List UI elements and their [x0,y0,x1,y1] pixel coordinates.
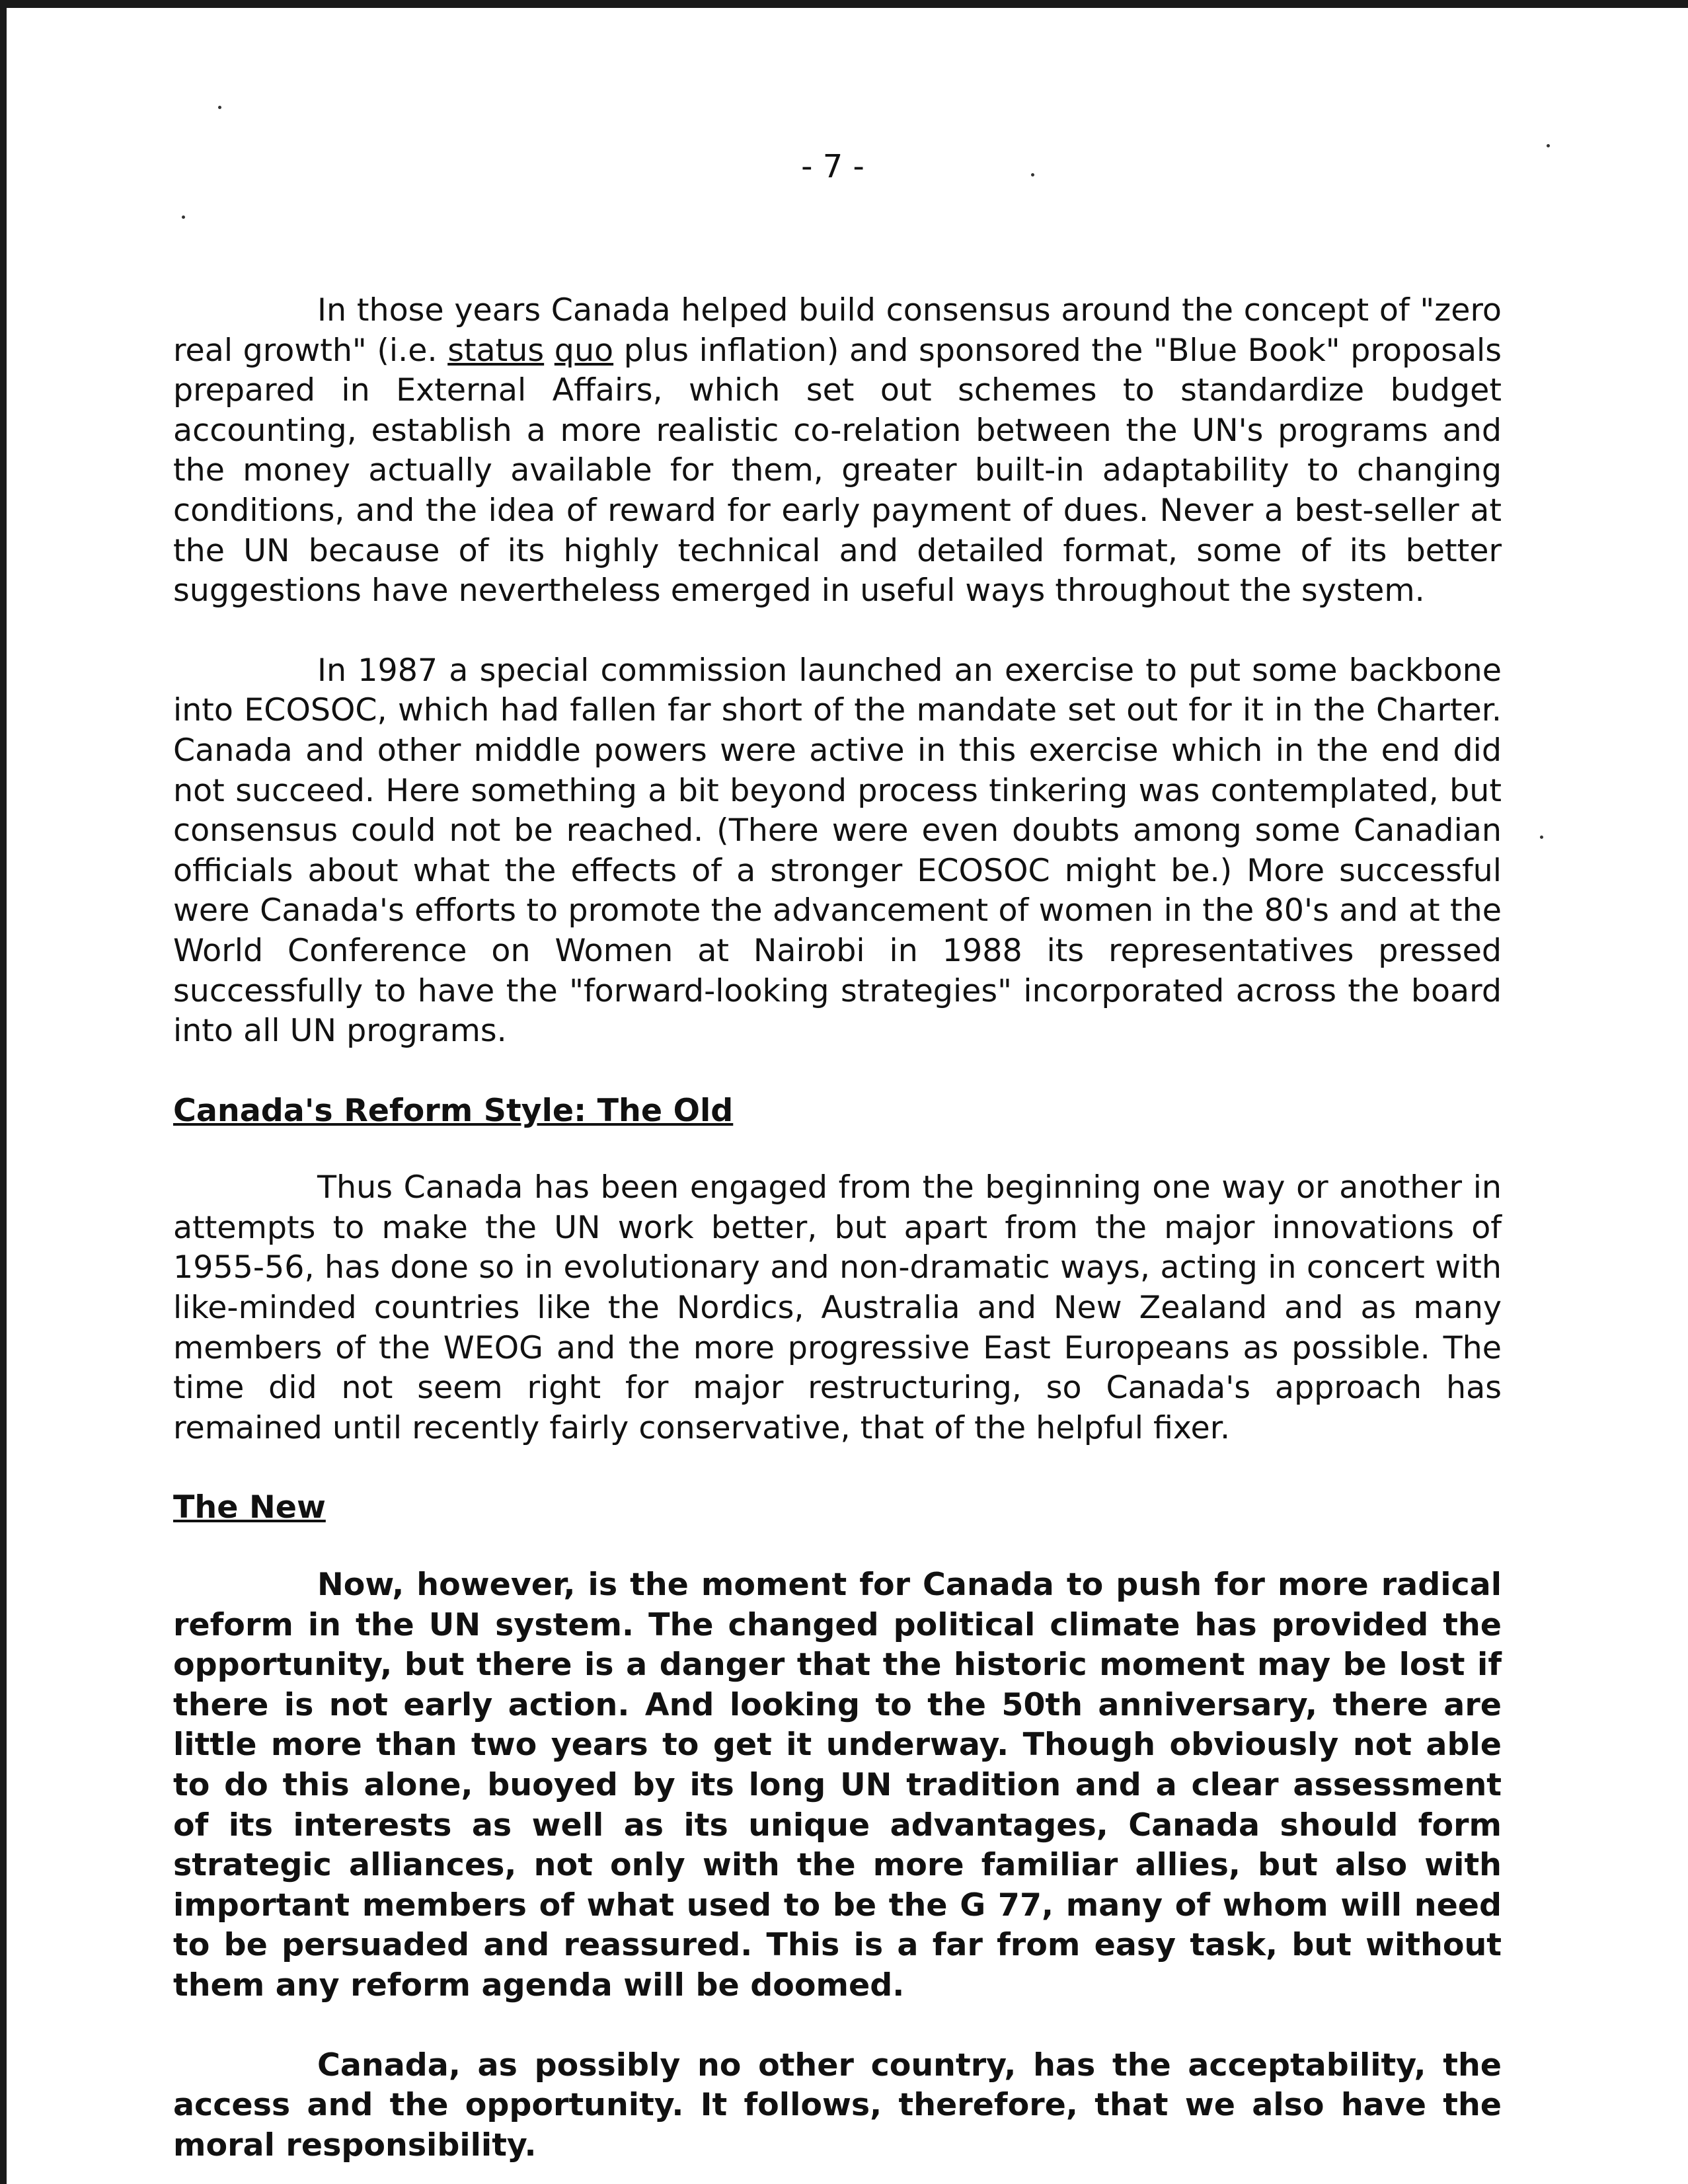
paragraph-moral-responsibility: Canada, as possibly no other country, has the acceptability, the access and the opportunity. It follows, therefore, that we also have the moral responsibility. [173,2047,1502,2164]
paragraph-radical-reform: Now, however, is the moment for Canada to push for more radical reform in the UN system. The changed political climate has provided the opportunity, but there is a danger that the historic moment may be lost if there is not early action. And looking to the 50th anniversary, there are little more than two years to get it underway. Though obviously not able to do this alone, buoyed by its long UN tradition and a clear assessment of its interests as well as its unique advantages, Canada should form strategic alliances, not only with the more familiar allies, but also with important members of what used to be the G 77, many of whom will need to be persuaded and reassured. This is a far from easy task, but without them any reform agenda will be doomed. [173,1567,1502,2004]
scan-edge-left [0,0,7,2184]
scan-speck [182,215,185,219]
section-heading-old: Canada's Reform Style: The Old [173,1092,734,1129]
space [544,332,555,369]
scan-edge-top [0,0,1688,8]
page-number: - 7 - [801,148,864,185]
underlined-term: status [447,332,545,369]
scan-speck [1540,836,1543,839]
paragraph-text: In those years Canada helped build consensus around the concept of "zero real growth" (i.e. [173,292,1502,369]
document-body [173,291,1502,2165]
scan-speck [1031,173,1034,176]
scan-speck [1547,144,1550,147]
section-heading-new: The New [173,1489,326,1526]
paragraph-reform-style-old: Thus Canada has been engaged from the beginning one way or another in attempts to make the UN work better, but apart from the major innovations of 1955-56, has done so in evolutionary and non-dramatic ways, acting in concert with like-minded countries like the Nordics, Australia and New Zealand and as many members of the WEOG and the more progressive East Europeans as possible. The time did not seem right for major restructuring, so Canada's approach has remained until recently fairly conservative, that of the helpful fixer. [173,1169,1502,1446]
underlined-term: quo [554,332,614,369]
paragraph-ecosoc: In 1987 a special commission launched an exercise to put some backbone into ECOSOC, which had fallen far short of the mandate set out for it in the Charter. Canada and other middle powers were active in this exercise which in the end did not succeed. Here something a bit beyond process tinkering was contemplated, but consensus could not be reached. (There were even doubts among some Canadian officials about what the effects of a stronger ECOSOC might be.) More successful were Canada's efforts to promote the advancement of women in the 80's and at the World Conference on Women at Nairobi in 1988 its representatives pressed successfully to have the "forward-looking strategies" incorporated across the board into all UN programs. [173,652,1502,1050]
paragraph-zero-real-growth [173,291,1502,611]
paragraph-text: plus inflation) and sponsored the "Blue Book" proposals prepared in External Affairs, which set out schemes to standardize budget accounting, establish a more realistic co-relation between the UN's programs and the money actually available for them, greater built-in adaptability to changing conditions, and the idea of reward for early payment of dues. Never a best-seller at the UN because of its highly technical and detailed format, some of its better suggestions have nevertheless emerged in useful ways throughout the system. [173,332,1502,609]
scan-speck [218,106,221,109]
